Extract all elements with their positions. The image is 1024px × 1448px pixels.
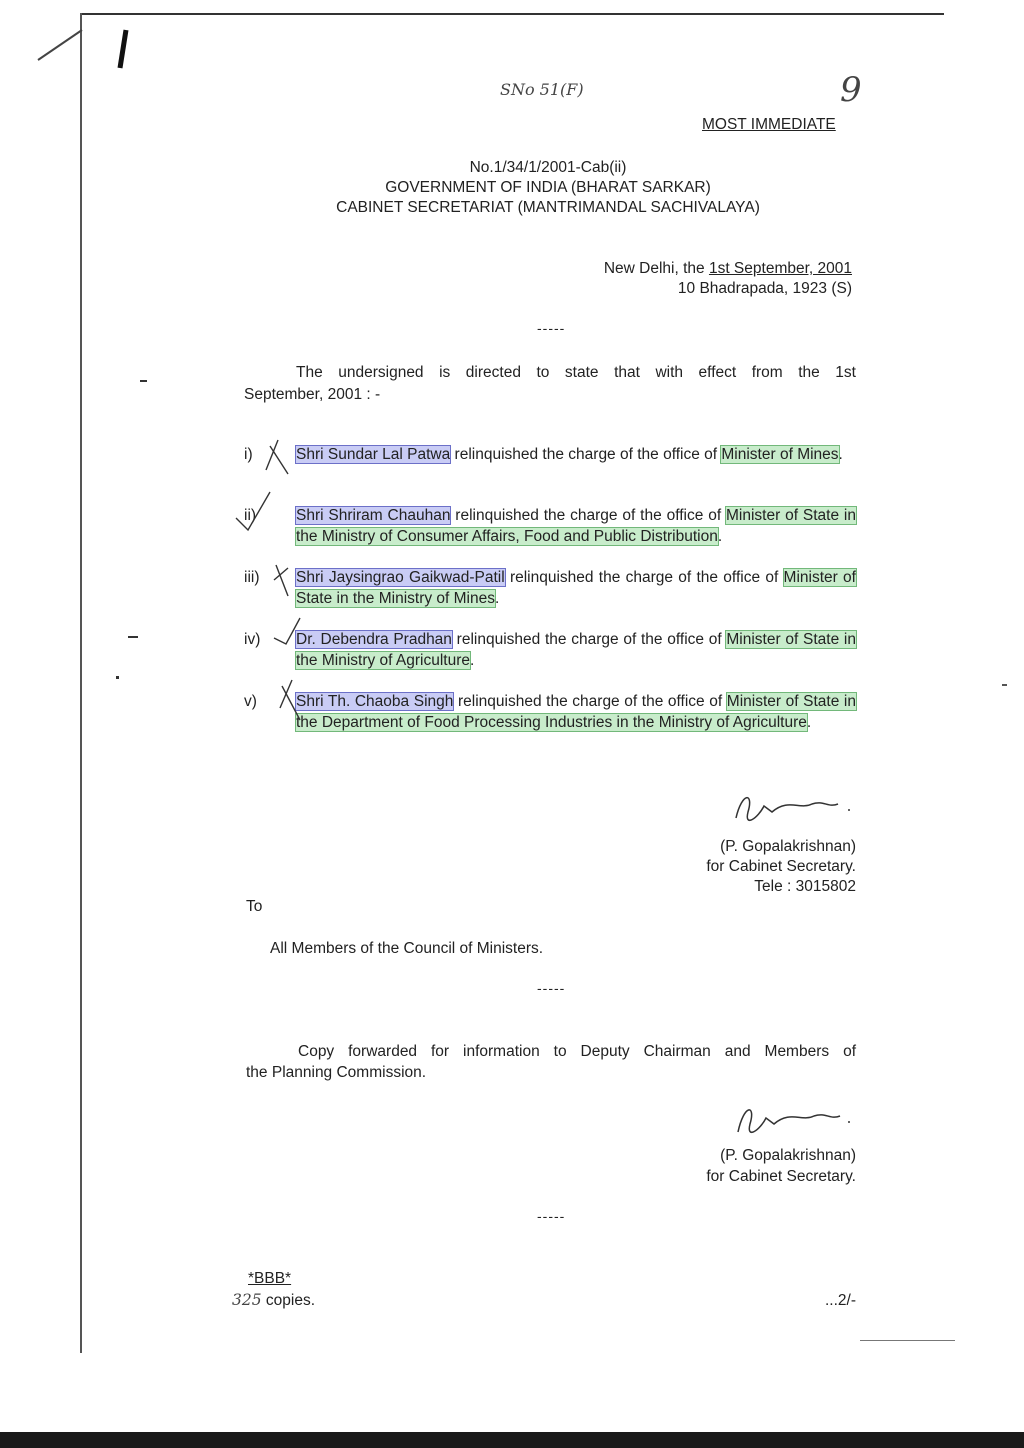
item-end: .: [495, 590, 500, 607]
dateline-date: 1st September, 2001: [708, 260, 852, 277]
list-item: [244, 691, 856, 757]
separator-3: -----: [537, 1208, 566, 1224]
signatory-title-2: for Cabinet Secretary.: [706, 1168, 856, 1185]
copies-number: 325: [232, 1291, 262, 1309]
tick-marks-icon: [226, 430, 306, 730]
pen-mark-icon: [30, 20, 160, 80]
handwritten-file-note: SNo 51(F): [500, 80, 584, 99]
minister-name: Shri Sundar Lal Patwa: [296, 446, 451, 463]
signature-2-icon: [730, 1098, 860, 1148]
minister-name: Shri Shriram Chauhan: [296, 507, 451, 524]
item-text: relinquished the charge of the office of: [504, 569, 784, 586]
office-name: Minister of State in the Ministry of Mines: [296, 569, 856, 607]
footer-copies: [232, 1290, 315, 1311]
office-name: Minister of Mines: [721, 446, 839, 463]
item-end: .: [717, 528, 723, 545]
scan-speck: [140, 380, 147, 382]
scan-speck: [1002, 684, 1007, 686]
scan-top-border: [80, 13, 944, 15]
item-body: [296, 505, 856, 547]
copies-label: copies.: [261, 1292, 316, 1309]
office-name: Minister of State in the Ministry of Agriculture: [296, 631, 856, 669]
priority-label: MOST IMMEDIATE: [702, 116, 836, 133]
dateline-saka: 10 Bhadrapada, 1923 (S): [677, 280, 852, 297]
minister-name: Shri Th. Chaoba Singh: [296, 693, 454, 710]
intro-line-1: The undersigned is directed to state that with effect from the 1st: [296, 364, 856, 381]
item-end: .: [838, 446, 843, 463]
handwritten-page-mark: 9: [840, 70, 862, 110]
item-number: iii): [244, 569, 260, 586]
item-body: [296, 629, 856, 671]
office-name: Minister of State in the Department of Food Processing Industries in the Ministry of Agriculture: [296, 693, 856, 731]
cabinet-secretariat-line: CABINET SECRETARIAT (MANTRIMANDAL SACHIVALAYA): [336, 199, 760, 216]
dateline-place: New Delhi, the: [603, 260, 709, 277]
page-continuation: ...2/-: [824, 1292, 856, 1309]
signatory-title-1: for Cabinet Secretary.: [706, 858, 856, 875]
scan-bottom-right-line: [860, 1340, 955, 1341]
copy-line-1: Copy forwarded for information to Deputy Chairman and Members of: [298, 1043, 856, 1060]
government-line: GOVERNMENT OF INDIA (BHARAT SARKAR): [385, 179, 711, 196]
scan-speck: [128, 636, 138, 638]
signature-1-icon: [728, 788, 858, 838]
item-body: [296, 444, 856, 465]
item-body: [296, 567, 856, 609]
copy-line-2: the Planning Commission.: [246, 1064, 427, 1081]
item-number: v): [244, 693, 257, 710]
scan-bottom-edge: [0, 1432, 1024, 1448]
item-body: [296, 691, 856, 733]
separator-2: -----: [537, 980, 566, 996]
addressee-body: All Members of the Council of Ministers.: [270, 940, 544, 957]
office-name: Minister of State in the Ministry of Consumer Affairs, Food and Public Distribution: [296, 507, 856, 545]
minister-name: Shri Jaysingrao Gaikwad-Patil: [296, 569, 505, 586]
item-text: relinquished the charge of the office of: [453, 693, 727, 710]
item-text: relinquished the charge of the office of: [450, 446, 722, 463]
minister-name: Dr. Debendra Pradhan: [296, 631, 452, 648]
item-number: ii): [244, 507, 257, 524]
list-item: [244, 444, 856, 488]
dateline: [604, 258, 852, 279]
signatory-name-1: (P. Gopalakrishnan): [720, 838, 856, 855]
item-text: relinquished the charge of the office of: [450, 507, 726, 524]
to-label: To: [246, 898, 263, 915]
intro-line-2: September, 2001 : -: [244, 386, 381, 403]
item-text: relinquished the charge of the office of: [451, 631, 727, 648]
list-item: [244, 629, 856, 673]
item-end: .: [470, 652, 475, 669]
list-item: [244, 567, 856, 611]
signatory-name-2: (P. Gopalakrishnan): [720, 1147, 856, 1164]
separator-1: -----: [537, 320, 566, 336]
item-number: i): [244, 446, 253, 463]
item-end: .: [806, 714, 812, 731]
scan-speck: [116, 676, 119, 679]
reference-number: No.1/34/1/2001-Cab(ii): [469, 159, 627, 176]
signatory-tele: Tele : 3015802: [754, 878, 856, 895]
item-number: iv): [244, 631, 261, 648]
list-item: [244, 505, 856, 549]
footer-code: *BBB*: [248, 1270, 292, 1287]
